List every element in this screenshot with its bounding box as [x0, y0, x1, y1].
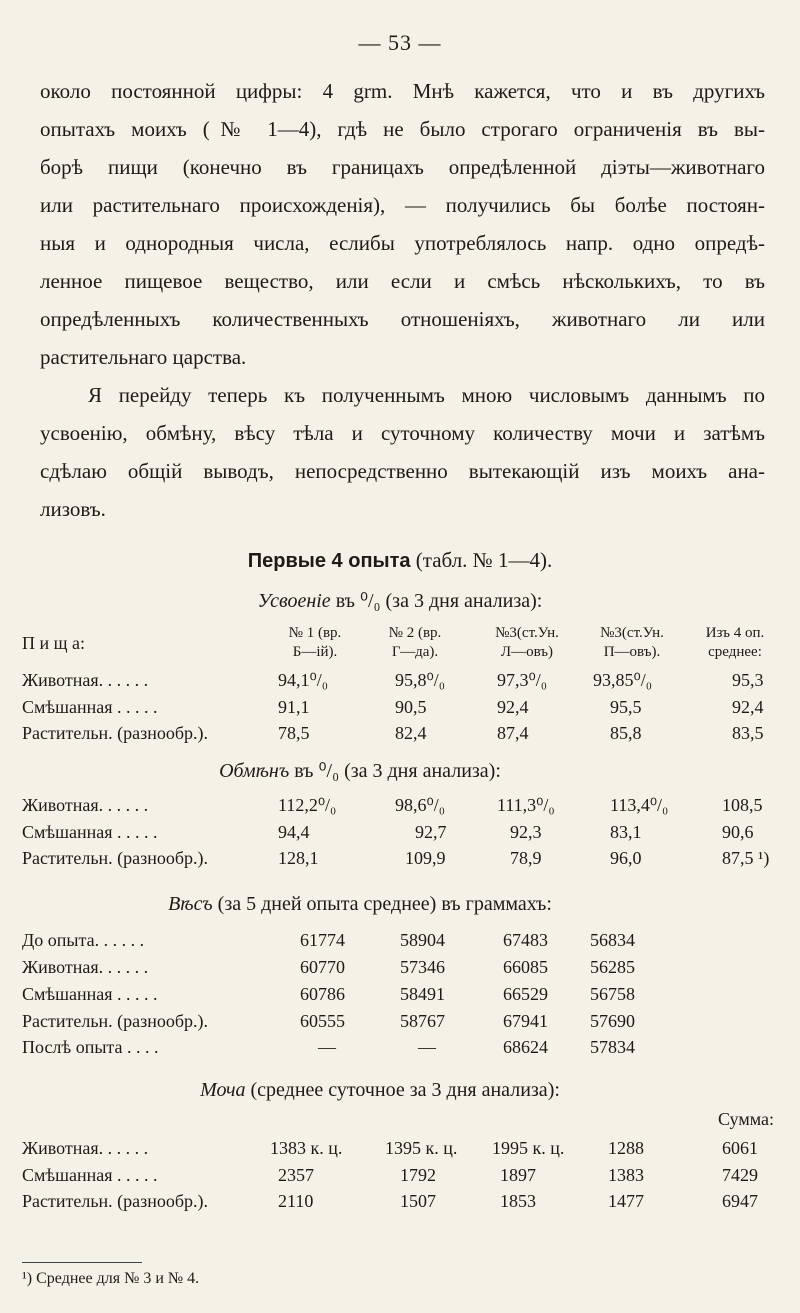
table-row: Растительн. (разнообр.). 2110 1507 1853 1477 6947 — [22, 1191, 758, 1211]
metabolism-title: Обмѣнъ въ ⁰/₀ (за 3 дня анализа): — [219, 760, 501, 782]
table-row: Смѣшанная . . . . . 60786 58491 66529 56758 — [22, 984, 635, 1004]
text-line: усвоенію, обмѣну, вѣсу тѣла и суточному количеству мочи и затѣмъ — [40, 421, 765, 445]
footnote: ¹) Среднее для № 3 и № 4. — [22, 1270, 200, 1287]
text-line: или растительнаго происхожденія), — получились бы болѣе постоян- — [40, 193, 765, 217]
section-heading — [0, 548, 800, 573]
second-paragraph — [40, 376, 765, 528]
text-line: сдѣлаю общій выводъ, непосредственно вытекающій изъ моихъ ана- — [40, 459, 765, 483]
assimilation-title: Усвоеніе въ ⁰/₀ (за 3 дня анализа): — [257, 590, 543, 612]
table-row: Животная. . . . . . 94,1⁰/₀ 95,8⁰/₀ 97,3⁰/₀ 93,85⁰/₀ 95,3 — [22, 670, 764, 690]
table-row: Послѣ опыта . . . . — — 68624 57834 — [22, 1037, 635, 1057]
text-line: опытахъ моихъ (№ 1—4), гдѣ не было строгаго ограниченія въ вы- — [40, 117, 765, 141]
table-row: Животная. . . . . . 60770 57346 66085 56285 — [22, 957, 635, 977]
column-header: № 2 (вр. Г—да). — [388, 625, 442, 660]
text-line: ленное пищевое вещество, или если и смѣсь нѣсколькихъ, то въ — [40, 269, 765, 293]
table-row: Смѣшанная . . . . . 91,1 90,5 92,4 95,5 92,4 — [22, 697, 764, 717]
text-line: борѣ пищи (конечно въ границахъ опредѣленной діэты—животнаго — [40, 155, 765, 179]
page-number: — 53 — — [358, 30, 442, 55]
text-line: ныя и однородныя числа, еслибы употреблялось напр. одно опредѣ- — [40, 231, 765, 255]
sum-header-row — [0, 1109, 800, 1135]
text-line: опредѣленныхъ количественныхъ отношеніяхъ, животнаго ли или — [40, 307, 765, 331]
table-row: Растительн. (разнообр.). 78,5 82,4 87,4 85,8 83,5 — [22, 723, 764, 743]
table-row: Растительн. (разнообр.). 60555 58767 67941 57690 — [22, 1011, 635, 1031]
urine-title: Моча (среднее суточное за 3 дня анализа): — [200, 1079, 560, 1101]
intro-paragraph — [40, 72, 765, 376]
column-header: Изъ 4 оп. среднее: — [705, 625, 765, 660]
food-label: П и щ а: — [22, 633, 85, 653]
text-line: Я перейду теперь къ полученнымъ мною числовымъ даннымъ по — [88, 383, 765, 407]
column-header: №3(ст.Ун. Л—овъ) — [495, 625, 559, 660]
footnote-rule — [22, 1262, 142, 1263]
table-row: Животная. . . . . . 112,2⁰/₀ 98,6⁰/₀ 111,3⁰/₀ 113,4⁰/₀ 108,5 — [22, 795, 763, 815]
heading-rest: (табл. № 1—4). — [410, 548, 553, 572]
text-line: растительнаго царства. — [40, 345, 247, 369]
column-header: №3(ст.Ун. П—овъ). — [600, 625, 664, 660]
table-row: Смѣшанная . . . . . 94,4 92,7 92,3 83,1 90,6 — [22, 822, 754, 842]
sum-label: Сумма: — [718, 1109, 774, 1129]
column-header: № 1 (вр. Б—ій). — [288, 625, 342, 660]
heading-bold: Первые 4 опыта — [247, 550, 411, 572]
table-row: Животная. . . . . . 1383 к. ц. 1395 к. ц. 1995 к. ц. 1288 6061 — [22, 1138, 758, 1158]
table-row: Растительн. (разнообр.). 128,1 109,9 78,9 96,0 87,5 ¹) — [22, 848, 770, 868]
table-row: До опыта. . . . . . 61774 58904 67483 56834 — [22, 930, 635, 950]
table-row: Смѣшанная . . . . . 2357 1792 1897 1383 7429 — [22, 1165, 758, 1185]
text-line: около постоянной цифры: 4 grm. Мнѣ кажется, что и въ другихъ — [40, 79, 765, 103]
weight-title: Вѣсъ (за 5 дней опыта среднее) въ граммахъ: — [168, 893, 552, 915]
text-line: лизовъ. — [40, 497, 106, 521]
